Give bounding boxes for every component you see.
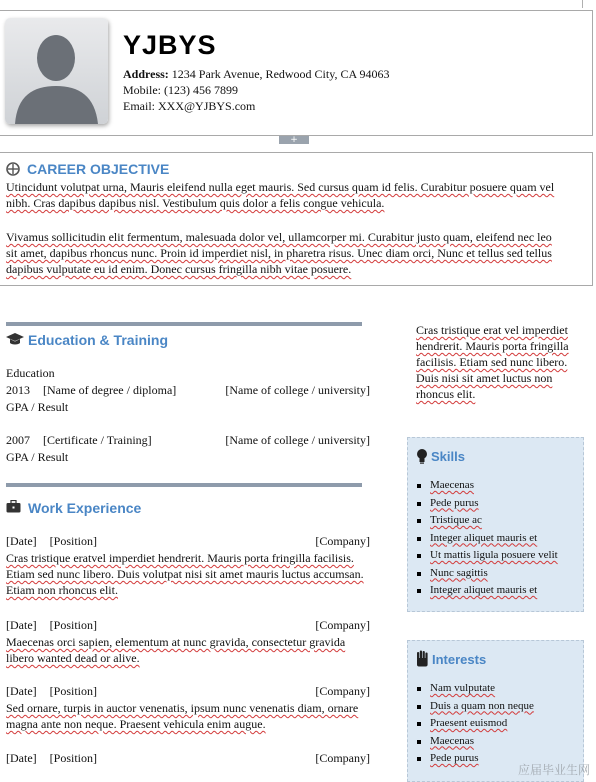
education-title: Education & Training [28,332,169,348]
objective-heading-row [6,161,169,178]
education-entry [6,432,370,448]
skills-panel [407,437,584,612]
corner-mark [582,0,583,8]
work-description: Maecenas orci sapien, elementum at nunc gravida, consectetur gravida libero wanted dead or alive. [6,635,346,665]
address-value: 1234 Park Avenue, Redwood City, CA 94063 [171,67,390,81]
work-date: [Date] [6,684,37,698]
work-entry-header [6,617,370,633]
work-position: [Position] [49,684,97,698]
work-title: Work Experience [28,500,142,516]
work-date: [Date] [6,534,37,548]
interests-list [415,680,580,768]
site-watermark: 应届毕业生网 [517,763,590,777]
skills-title: Skills [431,449,465,464]
work-position: [Position] [49,534,97,548]
interest-item: Pede purus [415,750,580,768]
work-company: [Company] [315,751,370,765]
section-divider [6,483,362,487]
address-line [123,66,389,82]
interest-item: Praesent euismod [415,715,580,733]
work-description: Cras tristique eratvel imperdiet hendrerit. Mauris porta fringilla facilisis. Etiam sed nunc libero. Duis volutpat nisi sit amet mauris luctus accumsan. Etiam non rhoncus elit. [6,551,364,597]
objective-paragraph-1: Utincidunt volutpat urna, Mauris eleifend nulla eget mauris. Sed cursus quam id felis. Curabitur posuere quam vel nibh. Cras dapibus dapibus nisl. Vestibulum quis dolor a felis congue vehicula. [6,180,555,210]
work-description: Sed ornare, turpis in auctor venenatis, ipsum nunc venenatis diam, ornare magna ante non neque. Praesent vehicula enim augue. [6,701,359,731]
education-college: [Name of college / university] [225,383,370,397]
interest-item: Nam vulputate [415,680,580,698]
work-position: [Position] [49,751,97,765]
email-line: Email: XXX@YJBYS.com [123,99,256,113]
lightbulb-icon [416,448,428,464]
skill-item: Integer aliquet mauris et [415,530,580,548]
education-subtitle: Education [6,366,55,380]
section-divider [6,322,362,326]
work-company: [Company] [315,684,370,698]
education-entry [6,382,370,398]
objective-title: CAREER OBJECTIVE [27,161,170,177]
mobile-line: Mobile: (123) 456 7899 [123,83,238,97]
hand-icon [416,650,429,667]
interest-item: Maecenas [415,733,580,751]
education-heading-row [6,332,168,349]
work-date: [Date] [6,618,37,632]
education-year: 2007 [6,433,30,447]
interests-title: Interests [432,652,487,667]
education-degree: [Name of degree / diploma] [43,383,177,397]
education-gpa: GPA / Result [6,450,69,464]
skills-heading-row [416,448,465,465]
skill-item: Pede purus [415,495,580,513]
education-gpa: GPA / Result [6,400,69,414]
work-entry-header [6,683,370,699]
address-label: Address: [123,67,169,81]
education-year: 2013 [6,383,30,397]
target-icon [6,162,20,176]
work-company: [Company] [315,534,370,548]
skill-item: Integer aliquet mauris et [415,582,580,600]
work-company: [Company] [315,618,370,632]
graduation-cap-icon [6,332,24,346]
work-date: [Date] [6,751,37,765]
education-college: [Name of college / university] [225,433,370,447]
work-entry-header [6,750,370,766]
skill-item: Tristique ac [415,512,580,530]
candidate-name: YJBYS [123,30,217,60]
person-silhouette-icon [5,18,108,124]
profile-photo [5,18,108,124]
section-expand-handle[interactable]: + [279,136,309,144]
education-degree: [Certificate / Training] [43,433,152,447]
work-entry-header [6,533,370,549]
objective-paragraph-2: Vivamus sollicitudin elit fermentum, malesuada dolor vel, ullamcorper mi. Curabitur justo quam, eleifend nec leo sit amet, dapibus rhoncus nunc. Proin id imperdiet nisl, in pharetra risus. Unec diam orci, Nunc et tellus sed tellus dapibus vulputate eu id enim. Donec cursus fringilla nibh vitae posuere. [6,230,552,276]
skill-item: Maecenas [415,477,580,495]
skills-list [415,477,580,600]
interests-heading-row [416,650,486,668]
work-position: [Position] [49,618,97,632]
briefcase-icon [6,500,21,513]
sidebar-intro: Cras tristique erat vel imperdiet hendrerit. Mauris porta fringilla facilisis. Etiam sed nunc libero. Duis nisi sit amet luctus non rhoncus elit. [416,323,569,401]
work-heading-row [6,500,141,517]
interest-item: Duis a quam non neque [415,698,580,716]
skill-item: Ut mattis ligula posuere velit [415,547,580,565]
skill-item: Nunc sagittis [415,565,580,583]
